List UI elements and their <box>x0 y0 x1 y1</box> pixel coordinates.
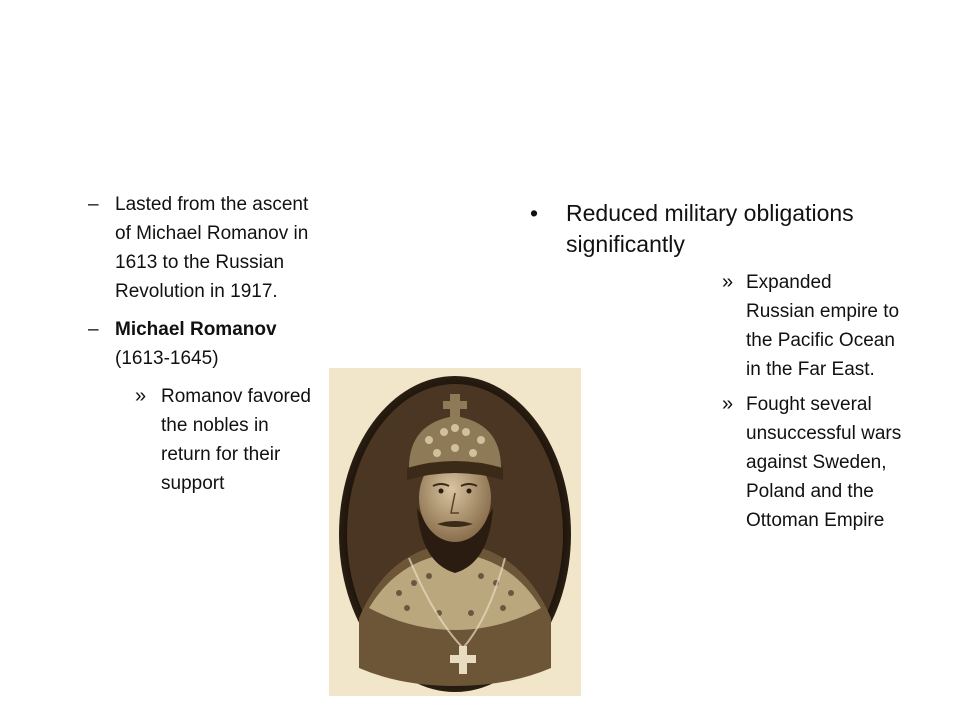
sub-item-text: Fought several unsuccessful wars against Sweden, Poland and the Ottoman Empire <box>746 394 902 531</box>
bullet-item-text: Reduced military obligations significantly <box>566 200 854 257</box>
michael-romanov-name: Michael Romanov <box>115 319 277 340</box>
dash-marker: – <box>88 194 99 215</box>
portrait-illustration <box>329 368 581 696</box>
sub-item-text: Expanded Russian empire to the Pacific Ocean in the Far East. <box>746 272 900 380</box>
sub-item-nobles <box>88 382 318 498</box>
bullet-item-military <box>528 198 896 260</box>
sub-item-wars <box>722 390 902 535</box>
dash-marker: – <box>88 319 99 340</box>
dash-item-michael <box>88 315 318 373</box>
dash-item-lasted <box>88 190 318 306</box>
left-text-column <box>88 190 318 498</box>
portrait-image <box>329 368 581 696</box>
chevron-marker: » <box>722 271 734 293</box>
dash-item-text: Lasted from the ascent of Michael Romanov in 1613 to the Russian Revolution in 1917. <box>115 194 309 302</box>
chevron-marker: » <box>722 393 734 415</box>
right-sub-list <box>722 268 902 541</box>
bullet-marker: • <box>530 200 539 226</box>
chevron-marker: » <box>135 385 147 407</box>
sub-item-expanded <box>722 268 902 384</box>
sub-item-text: Romanov favored the nobles in return for their support <box>161 386 311 494</box>
michael-romanov-years: (1613-1645) <box>115 348 219 369</box>
right-text-column <box>528 198 898 260</box>
